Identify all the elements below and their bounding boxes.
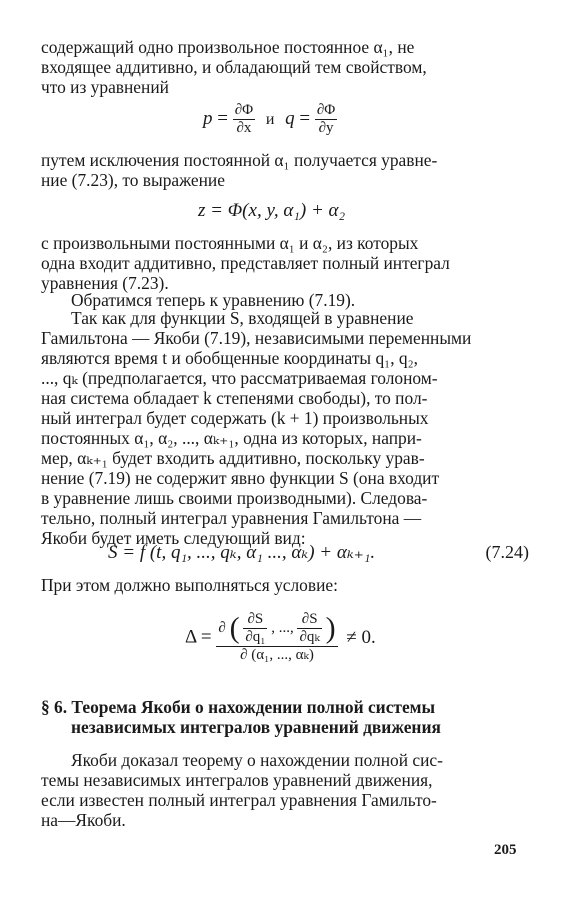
text-line: входящее аддитивно, и обладающий тем свойством, <box>41 57 427 77</box>
text-line: постоянных α₁, α₂, ..., αₖ₊₁, одна из которых, напри- <box>41 428 422 448</box>
eq-equals: = <box>299 107 311 129</box>
text-line: нение (7.19) не содержит явно функции S (она входит <box>41 468 440 488</box>
fraction-dphi-dx <box>233 103 255 136</box>
fraction-numerator: ∂Φ <box>316 102 336 118</box>
text-line: содержащий одно произвольное постоянное α₁, не <box>41 37 415 57</box>
page-number: 205 <box>494 842 517 858</box>
jacobian-denominator: ∂ (α₁, ..., αₖ) <box>216 646 337 663</box>
text-line: если известен полный интеграл уравнения Гамильто- <box>41 790 437 810</box>
equation-delta-condition <box>185 612 376 663</box>
fraction-ds-dq1 <box>243 612 267 645</box>
text-line: являются время t и обобщенные координаты q₁, q₂, <box>41 348 419 368</box>
text-line: что из уравнений <box>41 77 169 97</box>
fraction-denominator: ∂y <box>315 119 337 136</box>
fraction-ds-dqk <box>297 612 321 645</box>
text-line: в уравнение лишь своими производными). Следова- <box>41 488 428 508</box>
heading-line: независимых интегралов уравнений движения <box>71 717 441 737</box>
text-line: Якоби будет иметь следующий вид: <box>41 528 306 548</box>
fraction-dphi-dy <box>315 103 337 136</box>
eq-delta-lhs: Δ = <box>185 626 212 648</box>
paragraph-4: Обратимся теперь к уравнению (7.19). <box>71 290 356 310</box>
equation-p-q <box>203 103 337 136</box>
paragraph-5 <box>41 308 529 548</box>
text-line: тельно, полный интеграл уравнения Гамильтона — <box>41 508 422 528</box>
right-paren: ) <box>325 611 336 645</box>
fraction-denominator: ∂q₁ <box>245 629 266 645</box>
equation-7-24: S = f (t, q₁, ..., qₖ, α₁ ..., αₖ) + αₖ₊₁. <box>108 542 376 563</box>
section-heading <box>41 697 536 737</box>
text-line: Так как для функции S, входящей в уравнение <box>71 308 414 328</box>
text-line: ный интеграл будет содержать (k + 1) произвольных <box>41 408 429 428</box>
text-line: одна входит аддитивно, представляет полный интеграл <box>41 253 450 273</box>
equation-z: z = Φ(x, y, α₁) + α₂ <box>198 200 346 221</box>
paragraph-6: При этом должно выполняться условие: <box>41 575 338 595</box>
fraction-numerator: ∂S <box>301 611 318 627</box>
fraction-denominator: ∂qₖ <box>299 629 320 645</box>
eq-equals: = <box>217 107 228 129</box>
text-line: ная система обладает k степенями свободы), то пол- <box>41 388 428 408</box>
paragraph-2 <box>41 150 529 190</box>
fraction-denominator: ∂x <box>233 119 255 136</box>
jacobian-fraction <box>216 612 337 663</box>
fraction-numerator: ∂S <box>247 611 264 627</box>
paragraph-1 <box>41 37 529 97</box>
text-line: Якоби доказал теорему о нахождении полной сис- <box>71 750 443 770</box>
eq-not-equal-zero: ≠ 0. <box>346 626 376 648</box>
eq-symbol-q: q <box>285 107 295 129</box>
text-line: путем исключения постоянной α₁ получается уравне- <box>41 150 438 170</box>
text-line: на—Якоби. <box>41 810 126 830</box>
eq-dots: , ..., <box>271 619 294 636</box>
paragraph-7 <box>41 750 529 830</box>
text-line: мер, αₖ₊₁ будет входить аддитивно, поскольку урав- <box>41 448 425 468</box>
fraction-numerator: ∂Φ <box>234 102 254 118</box>
text-line: ние (7.23), то выражение <box>41 170 225 190</box>
jacobian-numerator <box>216 612 337 646</box>
text-line: Гамильтона — Якоби (7.19), независимыми переменными <box>41 328 472 348</box>
text-line: темы независимых интегралов уравнений движения, <box>41 770 433 790</box>
eq-symbol-p: p <box>203 107 213 129</box>
text-line: уравнения (7.23). <box>41 273 169 293</box>
equation-number: (7.24) <box>485 542 529 562</box>
eq-conjunction: и <box>265 110 275 128</box>
text-line: ..., qₖ (предполагается, что рассматриваемая голоном- <box>41 368 438 388</box>
paragraph-3 <box>41 233 529 293</box>
heading-line: § 6. Теорема Якоби о нахождении полной системы <box>41 697 436 717</box>
partial-symbol: ∂ <box>218 619 226 636</box>
left-paren: ( <box>229 611 240 645</box>
text-line: с произвольными постоянными α₁ и α₂, из которых <box>41 233 419 253</box>
